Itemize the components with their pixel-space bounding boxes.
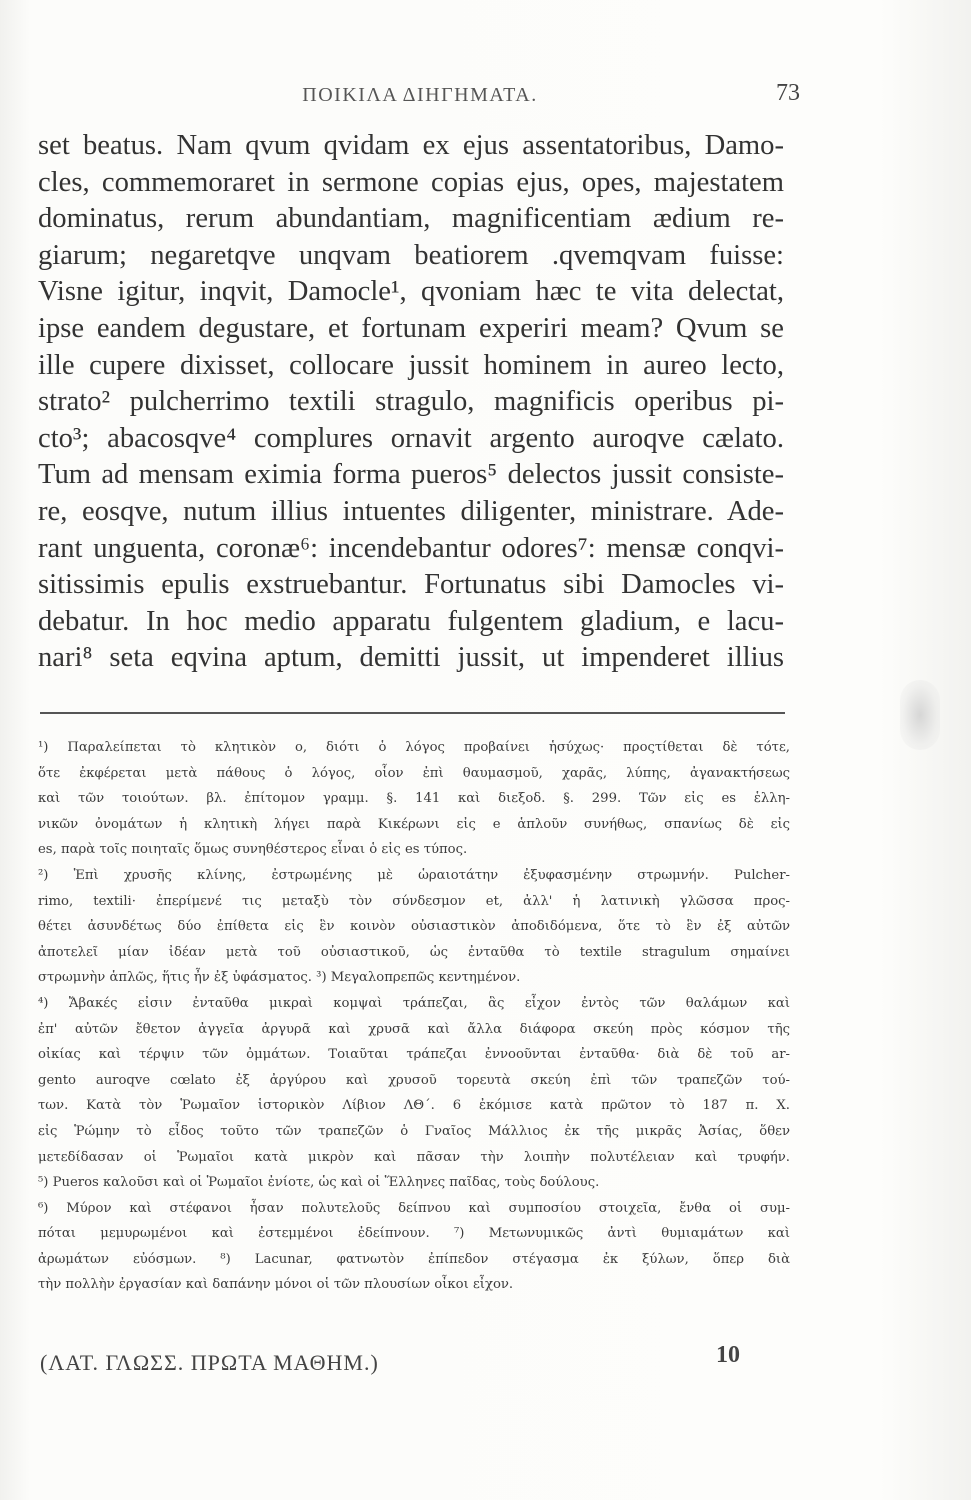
footnote-line: ⁵) Pueros καλοῦσι καὶ οἱ Ῥωμαῖοι ἐνίοτε, ὡς καὶ οἱ Ἕλληνες παῖδας, τοὺς δούλους. [38, 1175, 600, 1191]
main-text-line: set beatus. Nam qvum qvidam ex ejus assentatoribus, Damo- [38, 130, 784, 161]
footnote-line: νικῶν ὀνομάτων ἡ κλητικὴ λήγει παρὰ Κικέρωνι εἰς e ἁπλοῦν συνήθως, σπανίως δὲ εἰς [38, 816, 790, 832]
main-text-line: ille cupere dixisset, collocare jussit hominem in aureo lecto, [38, 349, 784, 381]
page-number: 73 [776, 80, 800, 106]
footnote-line: es, παρὰ τοῖς ποιηταῖς ὅμως συνηθέστερος εἶναι ὁ εἰς es τύπος. [38, 842, 468, 858]
footnote-line: ὅτε ἐκφέρεται μετὰ πάθους ὁ λόγος, οἷον ἐπὶ θαυμασμοῦ, χαρᾶς, λύπης, ἀγανακτήσεως [38, 765, 790, 781]
footnote-line: οἰκίας καὶ τέρψιν τῶν ὀμμάτων. Τοιαῦται τράπεζαι ἐννοοῦνται ἐνταῦθα· διὰ δὲ τοῦ ar- [38, 1047, 790, 1063]
footnote-line: ²) Ἐπὶ χρυσῆς κλίνης, ἐστρωμένης μὲ ὡραιοτάτην ἐξυφασμένην στρωμνήν. Pulcher- [38, 867, 790, 883]
main-text-block [38, 128, 784, 677]
footnote-line: θέτει ἀσυνδέτως δύο ἐπίθετα εἰς ἓν κοινὸν οὐσιαστικὸν ἀποδιδόμενα, ὅτε τὸ ἓν ἐξ αὐτῶν [38, 919, 790, 935]
footnote-line: των. Κατὰ τὸν Ῥωμαῖον ἱστορικὸν Λίβιον ΛΘ΄. 6 ἐκόμισε κατὰ πρῶτον τὸ 187 π. Χ. [38, 1098, 790, 1114]
footnote-line: ¹) Παραλείπεται τὸ κλητικὸν ο, διότι ὁ λόγος προβαίνει ἡσύχως· προςτίθεται δὲ τότε, [38, 740, 790, 755]
main-text-line: sitissimis epulis exstruebantur. Fortunatus sibi Damocles vi- [38, 569, 784, 601]
main-text-line: debatur. In hoc medio apparatu fulgentem gladium, e lacu- [38, 605, 784, 637]
footnote-line: ἐπ' αὐτῶν ἔθετον ἀγγεῖα ἀργυρᾶ καὶ χρυσᾶ καὶ ἄλλα διάφορα σκεύη πρὸς κόσμον τῆς [38, 1021, 790, 1037]
footnote-divider [40, 712, 785, 714]
footnote-line: ⁴) Ἄβακές εἰσιν ἐνταῦθα μικραὶ κομψαὶ τράπεζαι, ἃς εἶχον ἐντὸς τῶν θαλάμων καὶ [38, 995, 790, 1011]
main-text-line: cles, commemoraret in sermone copias ejus, opes, majestatem [38, 166, 784, 198]
footnote-line: μετεδίδασαν οἱ Ῥωμαῖοι κατὰ μικρὸν καὶ πᾶσαν τὴν λοιπὴν πολυτέλειαν καὶ τρυφήν. [38, 1149, 790, 1165]
running-title: ΠΟΙΚΙΛΑ ΔΙΗΓΗΜΑΤΑ. [302, 84, 538, 106]
main-text-line: giarum; negaretqve unqvam beatiorem .qvemqvam fuisse: [38, 239, 784, 271]
main-text-line: Tum ad mensam eximia forma pueros⁵ delectos jussit consiste- [38, 459, 784, 491]
main-text-line: rant unguenta, coronæ⁶: incendebantur odores⁷: mensæ conqvi- [38, 532, 784, 564]
footnote-line: στρωμνὴν ἁπλῶς, ἥτις ἦν ἐξ ὑφάσματος. ³) Μεγαλοπρεπῶς κεντημένον. [38, 970, 521, 986]
main-text-line: dominatus, rerum abundantiam, magnificentiam ædium re- [38, 203, 784, 235]
footnote-line: ἀρωμάτων εὐόσμων. ⁸) Lacunar, φατνωτὸν ἐπίπεδον στέγασμα ἐκ ξύλων, ὅπερ διὰ [38, 1251, 790, 1267]
page-header [40, 80, 800, 114]
main-text-line: ipse eandem degustare, et fortunam experiri meam? Qvum se [38, 312, 784, 344]
footnote-line: ⁶) Μύρον καὶ στέφανοι ἦσαν πολυτελοῦς δείπνου καὶ συμποσίου στοιχεῖα, ἔνθα οἱ συμ- [38, 1200, 790, 1216]
main-text-line: strato² pulcherrimo textili stragulo, magnificis operibus pi- [38, 386, 784, 418]
footnote-line: πόται μεμυρωμένοι καὶ ἐστεμμένοι ἐδείπνουν. ⁷) Μετωνυμικῶς ἀντὶ θυμιαμάτων καὶ [38, 1226, 790, 1242]
footnote-line: τὴν πολλὴν ἐργασίαν καὶ δαπάνην μόνοι οἱ τῶν πλουσίων οἶκοι εἶχον. [38, 1277, 514, 1293]
main-text-line: re, eosqve, nutum illius intuentes diligenter, ministrare. Ade- [38, 495, 784, 527]
main-text-line: nari⁸ seta eqvina aptum, demitti jussit, ut impenderet illius [38, 642, 784, 674]
footnote-line: εἰς Ῥώμην τὸ εἶδος τοῦτο τῶν τραπεζῶν ὁ Γναῖος Μάλλιος ἐκ τῆς μικρᾶς Ἀσίας, ὅθεν [38, 1123, 790, 1139]
signature-number: 10 [716, 1342, 740, 1368]
main-text-line: Visne igitur, inqvit, Damocle¹, qvoniam hæc te vita delectat, [38, 276, 784, 308]
footnote-line: gento auroqve cœlato ἐξ ἀργύρου καὶ χρυσοῦ τορευτὰ σκεύη ἐπὶ τῶν τραπεζῶν τού- [38, 1072, 790, 1088]
footnote-line: ἀποτελεῖ μίαν ἰδέαν μετὰ τοῦ οὐσιαστικοῦ, ὡς ἐνταῦθα τὸ textile stragulum σημαίνει [38, 944, 790, 960]
page-footer [40, 1342, 740, 1390]
footnotes-block [38, 735, 790, 1298]
footnote-line: καὶ τῶν τοιούτων. βλ. ἐπίτομον γραμμ. §. 141 καὶ διεξοδ. §. 299. Τῶν εἰς es ἑλλη- [38, 791, 790, 807]
footnote-line: rimo, textili· ἐπερίμενέ τις μεταξὺ τὸν σύνδεσμον et, ἀλλ' ἡ λατινικὴ γλῶσσα προς- [38, 893, 790, 909]
main-text-line: cto³; abacosqve⁴ complures ornavit argento auroqve cælato. [38, 422, 784, 454]
binding-shadow [900, 680, 940, 750]
signature-mark: (ΛΑΤ. ΓΛΩΣΣ. ΠΡΩΤΑ ΜΑΘΗΜ.) [40, 1350, 379, 1375]
